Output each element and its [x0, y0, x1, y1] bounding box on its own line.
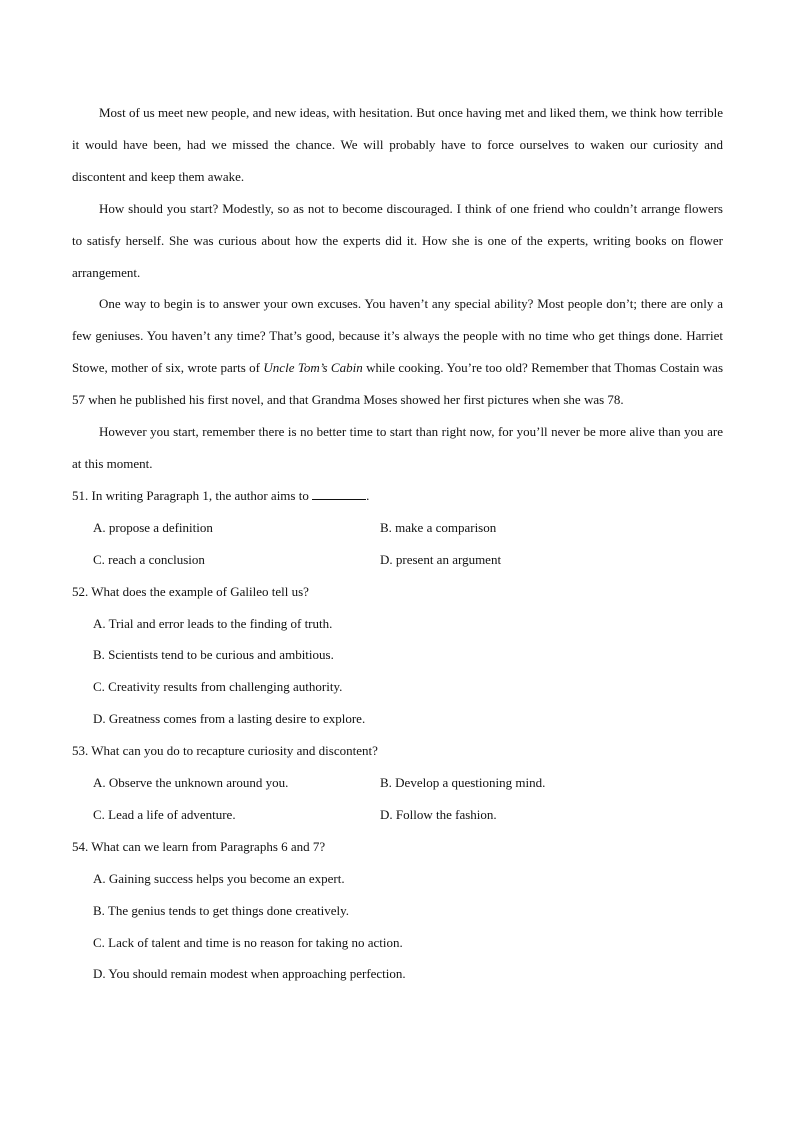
option-c[interactable]: C. Lead a life of adventure.	[93, 806, 236, 822]
question-51	[72, 480, 723, 576]
answer-blank	[312, 487, 366, 500]
paragraph-4: However you start, remember there is no better time to start than right now, for you’ll never be more alive than you are at this moment.	[72, 424, 723, 471]
question-54	[72, 831, 723, 991]
option-b[interactable]: B. make a comparison	[380, 519, 497, 535]
options	[72, 863, 723, 991]
option-b[interactable]: B. Scientists tend to be curious and ambitious.	[93, 647, 334, 663]
paragraph-2: How should you start? Modestly, so as not to become discouraged. I think of one friend who couldn’t arrange flowers to satisfy herself. She was curious about how the experts did it. How she is one of the experts, writing books on flower arrangement.	[72, 200, 723, 280]
options	[72, 608, 723, 736]
paragraph-3-text-end: while cooking. You’re too old? Remember that Thomas Costain was 57 when he published his first novel, and that Grandma Moses showed her first pictures when she was 78.	[72, 360, 724, 408]
question-stem: 52. What does the example of Galileo tell us?	[72, 583, 309, 599]
document-page	[72, 97, 723, 990]
option-b[interactable]: B. The genius tends to get things done creatively.	[93, 902, 349, 918]
question-52	[72, 576, 723, 736]
option-a[interactable]: A. Trial and error leads to the finding of truth.	[93, 615, 333, 631]
option-d[interactable]: D. present an argument	[380, 551, 502, 567]
question-stem-text: 51. In writing Paragraph 1, the author aims to	[72, 487, 313, 503]
options	[72, 767, 723, 831]
option-c[interactable]: C. Creativity results from challenging authority.	[93, 679, 343, 695]
question-stem: 54. What can we learn from Paragraphs 6 and 7?	[72, 838, 326, 854]
option-c[interactable]: C. Lack of talent and time is no reason for taking no action.	[93, 934, 403, 950]
question-stem-end: .	[366, 487, 370, 503]
option-c[interactable]: C. reach a conclusion	[93, 551, 205, 567]
option-a[interactable]: A. propose a definition	[93, 519, 213, 535]
option-d[interactable]: D. Follow the fashion.	[380, 806, 497, 822]
options	[72, 512, 723, 576]
option-a[interactable]: A. Observe the unknown around you.	[93, 775, 289, 791]
question-53	[72, 735, 723, 831]
paragraph-3-text-start: One way to begin is to answer your own excuses. You haven’t any special ability? Most people don’t; there are only a few geniuses. You haven’t any time? That’s good, because it’s always the people with no time who get things done. Harriet Stowe, mother of six, wrote parts of	[72, 296, 723, 376]
paragraph-3	[72, 288, 723, 416]
option-d[interactable]: D. You should remain modest when approaching perfection.	[93, 966, 406, 982]
book-title: Uncle Tom’s Cabin	[263, 360, 363, 376]
option-b[interactable]: B. Develop a questioning mind.	[380, 775, 546, 791]
question-stem	[72, 480, 723, 512]
paragraph-1: Most of us meet new people, and new ideas, with hesitation. But once having met and liked them, we think how terrible it would have been, had we missed the chance. We will probably have to force ourselves to waken our curiosity and discontent and keep them awake.	[72, 105, 723, 184]
option-a[interactable]: A. Gaining success helps you become an expert.	[93, 870, 345, 886]
option-d[interactable]: D. Greatness comes from a lasting desire to explore.	[93, 711, 366, 727]
question-stem: 53. What can you do to recapture curiosity and discontent?	[72, 743, 378, 759]
